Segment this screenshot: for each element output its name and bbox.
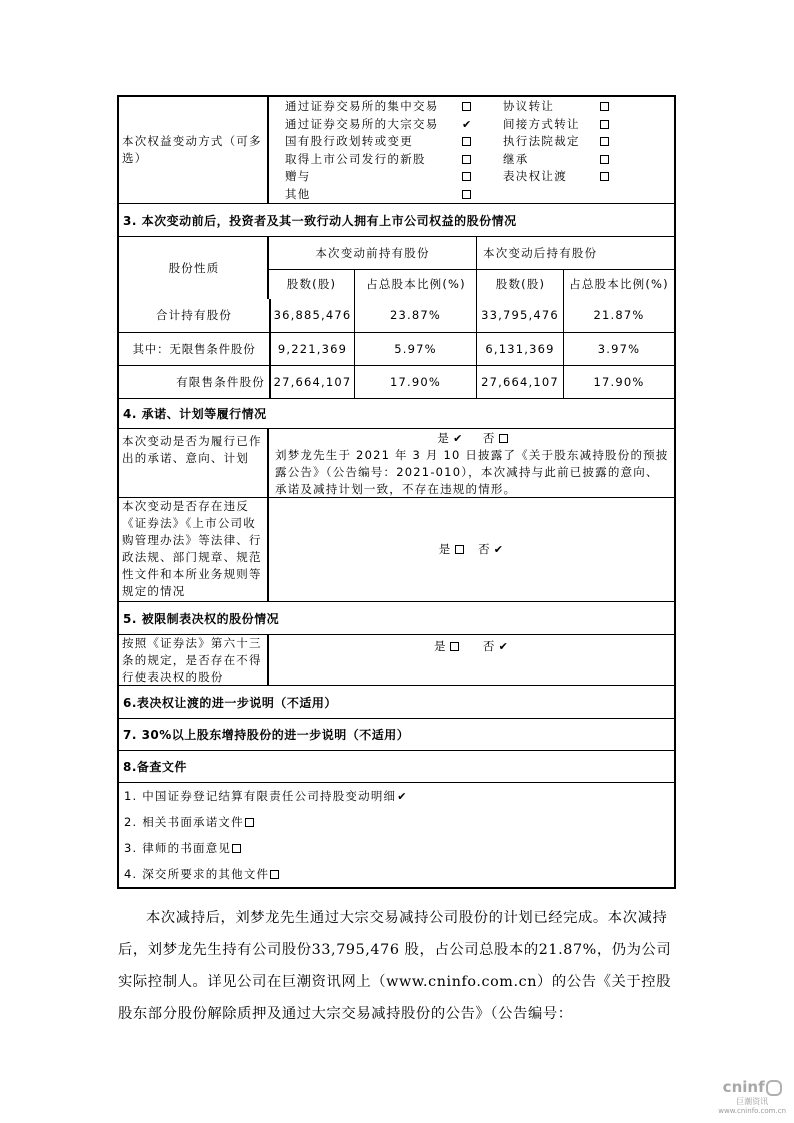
check-icon[interactable]: ✔ bbox=[397, 790, 408, 803]
check-icon[interactable]: ✔ bbox=[453, 432, 464, 445]
option-item[interactable] bbox=[503, 116, 580, 134]
checkbox-empty-icon[interactable] bbox=[499, 431, 508, 445]
row-label: 合计持有股份 bbox=[155, 308, 233, 322]
table-row bbox=[119, 365, 674, 398]
shares-table-header bbox=[119, 236, 674, 299]
yes-label: 是 bbox=[437, 431, 451, 445]
after-ratio: 21.87% bbox=[563, 299, 674, 332]
header-groups bbox=[267, 237, 674, 299]
group-after: 本次变动后持有股份 bbox=[476, 237, 674, 269]
checkbox-empty-icon[interactable] bbox=[462, 133, 471, 151]
col-before-ratio: 占总股本比例(%) bbox=[354, 269, 477, 299]
commitment-question: 本次变动是否为履行已作出的承诺、意向、计划 bbox=[122, 434, 262, 465]
change-method-label: 本次权益变动方式（可多选） bbox=[122, 134, 262, 165]
col-after-ratio: 占总股本比例(%) bbox=[563, 269, 674, 299]
reference-file-item[interactable] bbox=[124, 810, 674, 836]
commitment-row bbox=[119, 428, 674, 497]
commitment-answer bbox=[267, 429, 674, 497]
section3-header bbox=[119, 203, 674, 236]
watermark-brand: cninf bbox=[722, 1078, 765, 1096]
checkbox-empty-icon[interactable] bbox=[245, 815, 254, 829]
section4-title: 4. 承诺、计划等履行情况 bbox=[123, 407, 267, 421]
section7-title: 7. 30%以上股东增持股份的进一步说明（不适用） bbox=[123, 728, 410, 742]
before-shares: 27,664,107 bbox=[269, 366, 354, 398]
table-row bbox=[119, 299, 674, 332]
option-label: 其他 bbox=[285, 186, 311, 201]
col-share-nature: 股份性质 bbox=[168, 260, 220, 275]
checkbox-empty-icon[interactable] bbox=[462, 168, 471, 186]
option-item[interactable] bbox=[285, 133, 413, 151]
option-item[interactable] bbox=[285, 151, 426, 169]
group-before: 本次变动前持有股份 bbox=[315, 245, 430, 260]
section8-title: 8.备查文件 bbox=[123, 760, 187, 774]
before-ratio: 5.97% bbox=[354, 333, 476, 365]
after-shares: 27,664,107 bbox=[476, 366, 563, 398]
option-label: 表决权让渡 bbox=[503, 169, 567, 183]
file-label: 3. 律师的书面意见 bbox=[124, 841, 232, 855]
body-paragraph: 本次减持后，刘梦龙先生通过大宗交易减持公司股份的计划已经完成。本次减持后，刘梦龙先生持有公司股份33,795,476 股，占公司总股本的21.87%，仍为公司实际控制人。详见公司在巨潮资讯网上（www.cninfo.com.cn）的公告《关于控股股东部分股份解除质押及通过大宗交易减持股份的公告》（公告编号： bbox=[118, 910, 672, 1022]
reference-file-item[interactable] bbox=[124, 784, 674, 810]
reference-file-item[interactable] bbox=[124, 836, 674, 862]
section8-header bbox=[119, 750, 674, 782]
option-item[interactable] bbox=[503, 151, 529, 169]
option-label: 间接方式转让 bbox=[503, 116, 580, 131]
option-item[interactable] bbox=[285, 168, 311, 186]
watermark-url: www.cninfo.com.cn bbox=[718, 1107, 786, 1115]
change-method-row bbox=[119, 97, 674, 203]
checkbox-empty-icon[interactable] bbox=[600, 116, 609, 134]
voting-restriction-question: 按照《证券法》第六十三条的规定，是否存在不得行使表决权的股份 bbox=[122, 636, 262, 684]
row-label: 有限售条件股份 bbox=[176, 374, 265, 389]
checkbox-empty-icon[interactable] bbox=[600, 168, 609, 186]
section7-header bbox=[119, 718, 674, 750]
row-label: 其中：无限售条件股份 bbox=[132, 341, 256, 356]
file-label: 4. 深交所要求的其他文件 bbox=[124, 867, 270, 881]
before-ratio: 17.90% bbox=[354, 366, 476, 398]
checkbox-empty-icon[interactable] bbox=[600, 133, 609, 151]
violation-question: 本次变动是否存在违反《证券法》《上市公司收购管理办法》等法律、行政法规、部门规章、规范性文件和本所业务规则等规定的情况 bbox=[122, 499, 262, 598]
option-label: 通过证券交易所的大宗交易 bbox=[285, 116, 439, 131]
cninfo-watermark bbox=[718, 1078, 786, 1115]
after-ratio: 17.90% bbox=[563, 366, 674, 398]
commitment-text: 刘梦龙先生于 2021 年 3 月 10 日披露了《关于股东减持股份的预披露公告》（公告编号：2021-010），本次减持与此前已披露的意向、承诺及减持计划一致，不存在违规的情形。 bbox=[275, 448, 669, 496]
checkbox-empty-icon[interactable] bbox=[455, 541, 464, 558]
option-item[interactable] bbox=[285, 116, 473, 134]
after-shares: 6,131,369 bbox=[476, 333, 563, 365]
violation-row bbox=[119, 497, 674, 601]
equity-change-table bbox=[117, 95, 676, 889]
file-label: 1. 中国证券登记结算有限责任公司持股变动明细 bbox=[124, 789, 397, 803]
check-icon[interactable]: ✔ bbox=[493, 543, 505, 556]
cninfo-logo-icon bbox=[766, 1080, 782, 1096]
no-label: 否 bbox=[482, 639, 496, 653]
voting-restriction-row bbox=[119, 634, 674, 685]
checkbox-empty-icon[interactable] bbox=[450, 639, 459, 653]
file-label: 2. 相关书面承诺文件 bbox=[124, 815, 244, 829]
yes-label: 是 bbox=[438, 542, 452, 556]
option-item[interactable] bbox=[285, 186, 311, 204]
before-ratio: 23.87% bbox=[354, 299, 476, 332]
after-shares: 33,795,476 bbox=[476, 299, 563, 332]
reference-file-item[interactable] bbox=[124, 862, 674, 888]
option-item[interactable] bbox=[285, 98, 439, 116]
table-row bbox=[119, 332, 674, 365]
no-label: 否 bbox=[478, 542, 491, 556]
change-method-options bbox=[267, 97, 674, 203]
check-icon[interactable]: ✔ bbox=[498, 640, 510, 653]
option-label: 执行法院裁定 bbox=[503, 134, 580, 148]
checkbox-empty-icon[interactable] bbox=[270, 867, 279, 881]
watermark-name: 巨潮资讯 bbox=[736, 1097, 769, 1106]
option-label: 协议转让 bbox=[503, 99, 555, 113]
checkbox-empty-icon[interactable] bbox=[462, 186, 471, 204]
yes-label: 是 bbox=[433, 639, 447, 653]
option-label: 取得上市公司发行的新股 bbox=[285, 151, 426, 166]
reference-files bbox=[119, 782, 674, 887]
option-item[interactable] bbox=[503, 168, 567, 186]
checkbox-empty-icon[interactable] bbox=[462, 151, 471, 169]
commitment-yesno bbox=[275, 430, 670, 447]
no-label: 否 bbox=[482, 431, 496, 445]
option-label: 国有股行政划转或变更 bbox=[285, 134, 413, 148]
before-shares: 36,885,476 bbox=[269, 299, 354, 332]
option-item[interactable] bbox=[503, 98, 554, 116]
col-after-shares: 股数(股) bbox=[476, 269, 564, 299]
section5-header bbox=[119, 601, 674, 634]
option-label: 赠与 bbox=[285, 169, 311, 183]
section3-title: 3. 本次变动前后，投资者及其一致行动人拥有上市公司权益的股份情况 bbox=[123, 213, 517, 228]
checkbox-empty-icon[interactable] bbox=[600, 151, 609, 169]
section6-header bbox=[119, 685, 674, 718]
after-ratio: 3.97% bbox=[563, 333, 674, 365]
checkbox-empty-icon[interactable] bbox=[232, 841, 241, 855]
option-item[interactable] bbox=[503, 133, 580, 151]
violation-answer bbox=[267, 498, 674, 601]
section5-title: 5. 被限制表决权的股份情况 bbox=[123, 611, 280, 626]
section6-title: 6.表决权让渡的进一步说明（不适用） bbox=[123, 695, 337, 710]
before-shares: 9,221,369 bbox=[269, 333, 354, 365]
section4-header bbox=[119, 398, 674, 428]
checkbox-empty-icon[interactable] bbox=[600, 98, 609, 116]
option-label: 继承 bbox=[503, 151, 529, 166]
checkbox-empty-icon[interactable] bbox=[462, 98, 471, 116]
option-label: 通过证券交易所的集中交易 bbox=[285, 99, 439, 113]
check-icon[interactable]: ✔ bbox=[462, 117, 473, 131]
voting-restriction-answer bbox=[267, 635, 674, 685]
col-before-shares: 股数(股) bbox=[286, 276, 337, 291]
